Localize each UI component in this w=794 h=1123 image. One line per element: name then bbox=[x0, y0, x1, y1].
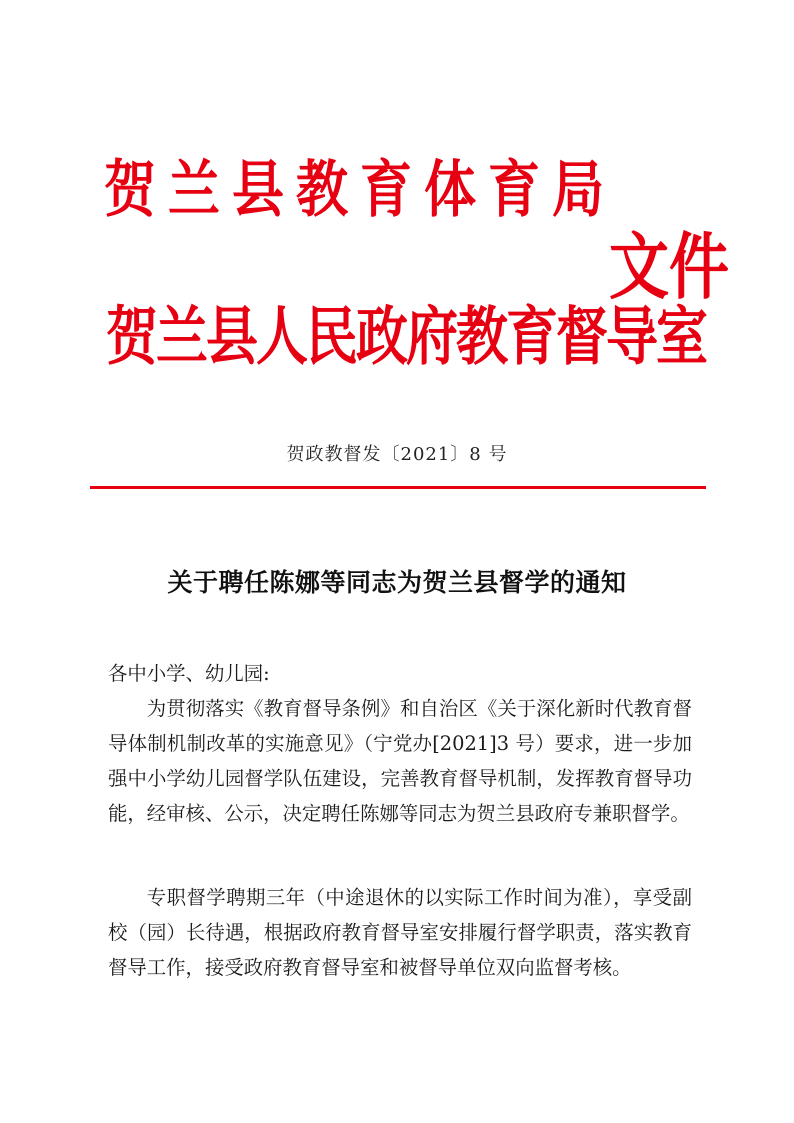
issuer-name-education-sports-bureau: 贺兰县教育体育局 bbox=[104, 155, 617, 227]
body-paragraph: 为贯彻落实《教育督导条例》和自治区《关于深化新时代教育督导体制机制改革的实施意见》（宁党办[2021]3 号）要求，进一步加强中小学幼儿园督学队伍建设，完善教育督导机制，发挥教育督导功能，经审核、公示，决定聘任陈娜等同志为贺兰县政府专兼职督学。 bbox=[108, 697, 692, 825]
document-number: 贺政教督发〔2021〕8 号 bbox=[286, 444, 508, 465]
salutation: 各中小学、幼儿园: bbox=[108, 662, 270, 685]
document-suffix: 文件 bbox=[609, 226, 729, 310]
notice-title: 关于聘任陈娜等同志为贺兰县督学的通知 bbox=[167, 568, 627, 597]
red-separator-line bbox=[90, 486, 706, 489]
body-paragraph: 专职督学聘期三年（中途退休的以实际工作时间为准），享受副校（园）长待遇，根据政府教育督导室安排履行督学职责，落实教育督导工作，接受政府教育督导室和被督导单位双向监督考核。 bbox=[108, 886, 692, 979]
issuer-name-education-supervision-office: 贺兰县人民政府教育督导室 bbox=[106, 301, 707, 375]
